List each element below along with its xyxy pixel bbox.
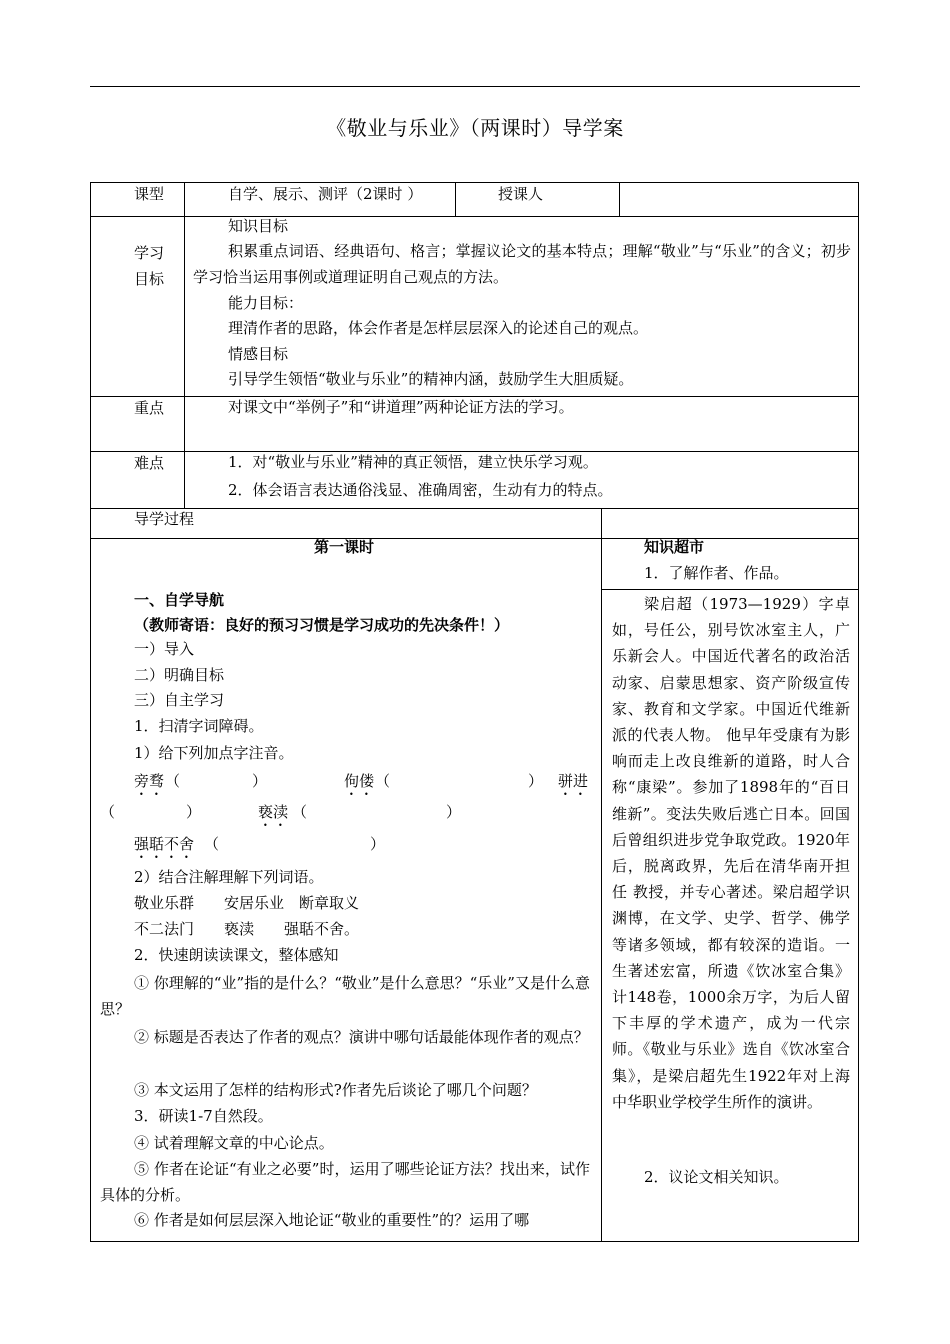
difficulties-label: 难点 <box>134 454 165 472</box>
emotion-text: 引导学生领悟“敬业与乐业”的精神内涵，鼓励学生大胆质疑。 <box>228 370 634 388</box>
task-item: 2）结合注解理解下列词语。 <box>134 868 324 886</box>
question-item: ⑥ 作者是如何层层深入地论证“敬业的重要性”的？运用了哪 <box>134 1211 530 1229</box>
blank-close: ） <box>252 772 268 790</box>
blank-close: ） <box>528 772 544 790</box>
question-item: ③ 本文运用了怎样的结构形式?作者先后谈论了哪几个问题？ <box>134 1081 537 1099</box>
label-column-divider <box>184 182 185 508</box>
blank-open: （ <box>204 835 220 853</box>
page-title: 《敬业与乐业》（两课时）导学案 <box>326 116 624 140</box>
vocab-row: 不二法门 亵渎 强聒不舍。 <box>134 920 360 938</box>
step-item: 三）自主学习 <box>134 691 225 709</box>
vocab-word: 佝偻 <box>344 772 375 790</box>
section-heading: 一、自学导航 <box>134 591 225 609</box>
task-item: 1．扫清字词障碍。 <box>134 717 264 735</box>
knowledge-text: 积累重点词语、经典语句、格言；掌握议论文的基本特点；理解“敬业”与“乐业”的含义；初步学习恰当运用事例或道理证明自己观点的方法。 <box>193 242 851 286</box>
objectives-label: 学习 <box>134 244 165 262</box>
row-divider <box>90 538 859 539</box>
process-column-divider <box>601 508 602 1242</box>
sidebar-item: 2．议论文相关知识。 <box>644 1168 789 1186</box>
blank-open: （ <box>292 803 308 821</box>
blank-close: ） <box>446 803 462 821</box>
vocab-row: 敬业乐群 安居乐业 断章取义 <box>134 894 360 912</box>
author-bio: 梁启超（1973—1929）字卓如，号任公，别号饮冰室主人，广乐新会人。中国近代著名的政治活动家、启蒙思想家、资产阶级宣传家、教育和文学家。中国近代维新派的代表人物。 他早年受康有为影响而走上改良维新的道路，时人合称“康梁”。参加了1898年的“百日维新”。变法失败后逃亡日本。回国后曾组织进步党争取党政。1920年后，脱离政界，先后在清华南开担 任 教授，并专心著述。梁启超学识渊博，在文学、史学、哲学、佛学等诸多领域，都有较深的造诣。一生著述宏富，所遗《饮冰室合集》计148卷，1000余万字，为后人留下丰厚的学术遗产，成为一代宗师。《敬业与乐业》选自《饮冰室合集》，是梁启超先生1922年对上海中华职业学校学生所作的演讲。 <box>612 595 850 1111</box>
key-points-label: 重点 <box>134 399 165 417</box>
question-item: ① 你理解的“业”指的是什么？“敬业”是什么意思？“乐业”又是什么意思？ <box>100 974 590 1018</box>
row-divider <box>90 216 859 217</box>
vocab-word: 旁骛 <box>134 772 165 790</box>
row-divider <box>90 508 859 509</box>
blank-open: （ <box>165 772 181 790</box>
knowledge-heading: 知识目标 <box>228 217 289 235</box>
question-item: ⑤ 作者在论证“有业之必要”时，运用了哪些论证方法？找出来，试作具体的分析。 <box>100 1160 590 1204</box>
sidebar-divider <box>601 589 859 590</box>
key-points-text: 对课文中“举例子”和“讲道理”两种论证方法的学习。 <box>228 398 574 416</box>
step-item: 一）导入 <box>134 640 195 658</box>
task-item: 2．快速朗读读课文，整体感知 <box>134 946 339 964</box>
course-type-value: 自学、展示、测评（2课时 ） <box>228 185 423 203</box>
sidebar-item: 1．了解作者、作品。 <box>644 564 789 582</box>
blank-close: ） <box>186 803 202 821</box>
difficulty-item: 2．体会语言表达通俗浅显、准确周密，生动有力的特点。 <box>228 481 613 499</box>
emotion-heading: 情感目标 <box>228 345 289 363</box>
question-item: ④ 试着理解文章的中心论点。 <box>134 1134 334 1152</box>
vocab-word: 骈进 <box>558 772 589 790</box>
task-item: 1）给下列加点字注音。 <box>134 744 294 762</box>
task-item: 3．研读1-7自然段。 <box>134 1107 273 1125</box>
ability-text: 理清作者的思路，体会作者是怎样层层深入的论述自己的观点。 <box>228 319 649 337</box>
difficulty-item: 1．对“敬业与乐业”精神的真正领悟，建立快乐学习观。 <box>228 453 598 471</box>
vocab-word: 亵渎 <box>258 803 289 821</box>
question-item: ② 标题是否表达了作者的观点？演讲中哪句话最能体现作者的观点？ <box>134 1028 589 1046</box>
info-divider <box>455 182 456 216</box>
vocab-word: 强聒不舍 <box>134 835 195 853</box>
objectives-label: 目标 <box>134 270 165 288</box>
blank-open: （ <box>375 772 391 790</box>
teacher-label: 授课人 <box>498 185 544 203</box>
step-item: 二）明确目标 <box>134 666 225 684</box>
lesson-heading: 第一课时 <box>314 538 375 556</box>
teacher-message: （教师寄语：良好的预习习惯是学习成功的先决条件！） <box>134 616 510 634</box>
info-divider <box>619 182 620 216</box>
header-rule <box>90 86 860 87</box>
blank-close: ） <box>370 835 386 853</box>
sidebar-heading: 知识超市 <box>644 538 705 556</box>
course-type-label: 课型 <box>134 185 165 203</box>
blank-open: （ <box>100 803 116 821</box>
ability-heading: 能力目标： <box>228 294 304 312</box>
process-label: 导学过程 <box>134 510 195 528</box>
